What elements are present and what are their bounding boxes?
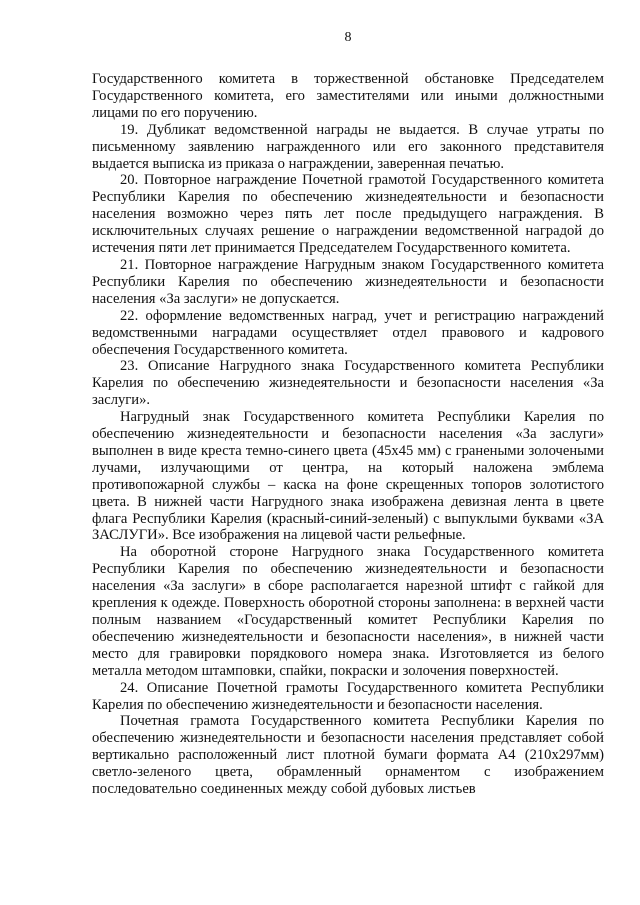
paragraph-item-20: 20. Повторное награждение Почетной грамотой Государственного комитета Республики Карелия по обеспечению жизнедеятельности и безопасности населения возможно через пять лет после предыдущего награждения. В исключительных случаях решение о награждении ведомственной наградой до истечения пяти лет принимается Председателем Государственного комитета. xyxy=(92,172,604,257)
paragraph-item-19: 19. Дубликат ведомственной награды не выдается. В случае утраты по письменному заявлению награжденного или его законного представителя выдается выписка из приказа о награждении, заверенная печатью. xyxy=(92,121,604,172)
paragraph-item-22: 22. оформление ведомственных наград, учет и регистрацию награждений ведомственными наградами осуществляет отдел правового и кадрового обеспечения Государственного комитета. xyxy=(92,307,604,358)
paragraph-badge-front: Нагрудный знак Государственного комитета Республики Карелия по обеспечению жизнедеятельности и безопасности населения «За заслуги» выполнен в виде креста темно-синего цвета (45x45 мм) с гранеными золочеными лучами, излучающими от центра, на который наложена эмблема противопожарной службы – каска на фоне скрещенных топоров золотистого цвета. В нижней части Нагрудного знака изображена девизная лента в цвете флага Республики Карелия (красный-синий-зеленый) с выпуклыми буквами «ЗА ЗАСЛУГИ». Все изображения на лицевой части рельефные. xyxy=(92,409,604,544)
document-page xyxy=(92,0,604,905)
paragraph-continuation: Государственного комитета в торжественной обстановке Председателем Государственного комитета, его заместителями или иными должностными лицами по его поручению. xyxy=(92,71,604,121)
paragraph-badge-back: На оборотной стороне Нагрудного знака Государственного комитета Республики Карелия по обеспечению жизнедеятельности и безопасности населения «За заслуги» в сборе располагается нарезной штифт с гайкой для крепления к одежде. Поверхность оборотной стороны заполнена: в верхней части полным названием «Государственный комитет Республики Карелия по обеспечению жизнедеятельности и безопасности населения», в нижней части место для гравировки порядкового номера знака. Изготовляется из белого металла методом штамповки, спайки, покраски и золочения поверхностей. xyxy=(92,544,604,679)
page-number: 8 xyxy=(344,30,352,45)
paragraph-certificate-description: Почетная грамота Государственного комитета Республики Карелия по обеспечению жизнедеятельности и безопасности населения представляет собой вертикально расположенный лист плотной бумаги формата А4 (210x297мм) светло-зеленого цвета, обрамленный орнаментом с изображением последовательно соединенных между собой дубовых листьев xyxy=(92,713,604,798)
paragraph-item-21: 21. Повторное награждение Нагрудным знаком Государственного комитета Республики Карелия по обеспечению жизнедеятельности и безопасности населения «За заслуги» не допускается. xyxy=(92,256,604,307)
paragraph-item-23: 23. Описание Нагрудного знака Государственного комитета Республики Карелия по обеспечению жизнедеятельности и безопасности населения «За заслуги». xyxy=(92,358,604,409)
document-body xyxy=(92,71,604,798)
paragraph-item-24: 24. Описание Почетной грамоты Государственного комитета Республики Карелия по обеспечению жизнедеятельности и безопасности населения. xyxy=(92,679,604,713)
